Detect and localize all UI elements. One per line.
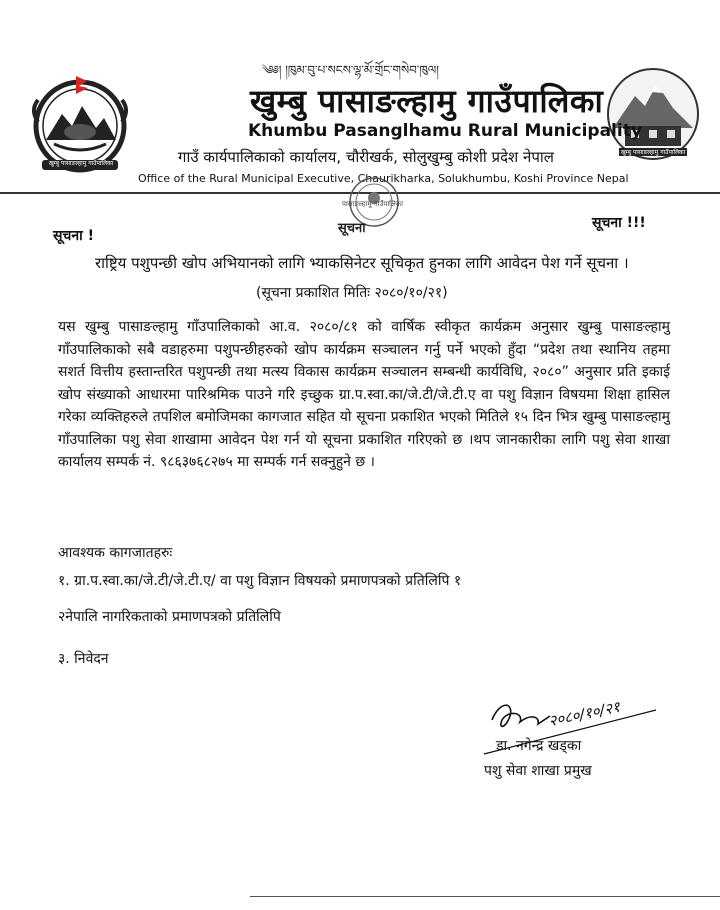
footer-divider [250,896,720,897]
requirement-item: २नेपालि नागरिकताको प्रमाणपत्रको प्रतिलिपि [58,609,281,625]
notice-label-right: सूचना !!! [592,215,646,231]
logo-caption: खुम्बु पासाङल्हामु गाउँपालिका [620,149,686,156]
requirement-item: ३. निवेदन [58,651,109,667]
office-address-english: Office of the Rural Municipal Executive, Chaurikharka, Solukhumbu, Koshi Province Nepal [138,172,629,185]
requirements-heading: आवश्यक कागजातहरुः [58,545,173,561]
stamp-notice-label: सूचना [338,221,366,236]
requirement-item: १. ग्रा.प.स्वा.का/जे.टी/जे.टी.ए/ वा पशु विज्ञान विषयको प्रमाणपत्रको प्रतिलिपि १ [58,573,462,589]
office-address-nepali: गाउँ कार्यपालिकाको कार्यालय, चौरीखर्क, सोलुखुम्बु कोशी प्रदेश नेपाल [178,148,554,166]
notice-subject: राष्ट्रिय पशुपन्छी खोप अभियानको लागि भ्याकसिनेटर सूचिकृत हुनका लागि आवेदन पेश गर्ने सूचना । [95,254,629,272]
publication-date: (सूचना प्रकाशित मितिः २०८०/१०/२१) [256,285,448,301]
notice-label-left: सूचना ! [53,228,95,244]
municipality-name-english: Khumbu Pasanglhamu Rural Municipality [248,121,642,141]
tibetan-title: ༄༅། །ཁུམ་བུ་པ་སངས་ལྷ་མོ་གྲོང་གསེབ་ཁུལ། [262,63,439,77]
notice-body: यस खुम्बु पासाङल्हामु गाँउपालिकाको आ.व. २०८०/८१ को वार्षिक स्वीकृत कार्यक्रम अनुसार खुम्बु पासाङल्हामु गाँउपालिकाको सबै वडाहरुमा पशुपन्छीहरुको खोप कार्यक्रम सञ्चालन गर्नु पर्ने भएको हुँदा “प्रदेश तथा स्थानिय तहमा सशर्त वित्तीय हस्तान्तरित पशुपन्छी तथा मत्स्य विकास कार्यक्रम सञ्चालन सम्बन्धी कार्यविधि, २०८०” अनुसार प्रति इकाई खोप संख्याको आधारमा पारिश्रमिक पाउने गरि इच्छुक ग्रा.प.स्वा.का/जे.टी/जे.टी.ए वा पशु विज्ञान विषयमा शिक्षा हासिल गरेका व्यक्तिहरुले तपशिल बमोजिमका कागजात सहित यो सूचना प्रकाशित भएको मितिले १५ दिन भित्र खुम्बु पासाङल्हामु गाँउपालिका पशु सेवा शाखामा आवेदन पेश गर्न यो सूचना प्रकाशित गरिएको छ ।थप जानकारीका लागि पशु सेवा शाखा कार्यालय सम्पर्क नं. ९८६३७६८२७५ मा सम्पर्क गर्न सक्नुहुने छ । [58,319,670,470]
municipality-name-nepali: खुम्बु पासाङल्हामु गाउँपालिका [250,82,604,120]
signatory-name: डा. नगेन्द्र खड्का [496,738,582,754]
emblem-caption: खुम्बु पासाङल्हामु गाउँपालिका [48,160,114,167]
signature-date: २०८०/१०/२१ [546,697,622,731]
signatory-title: पशु सेवा शाखा प्रमुख [484,763,592,779]
stamp-text: पासाङल्हामु गाउँपालिका [342,200,403,208]
